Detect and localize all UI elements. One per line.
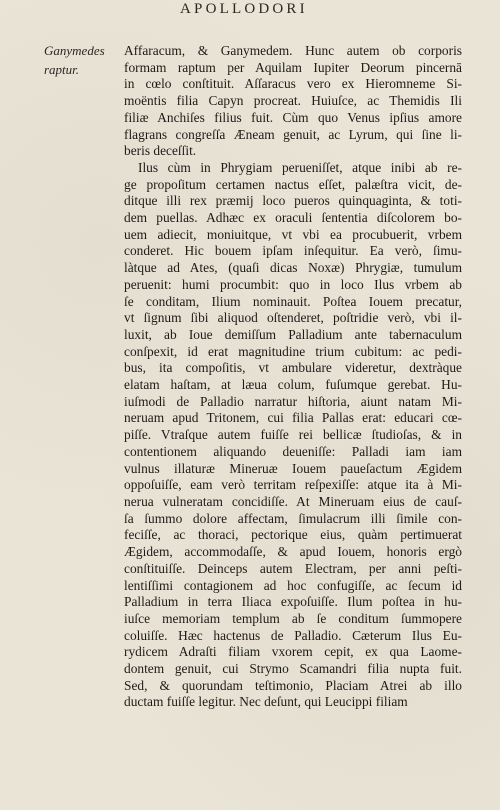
text-line: iuſmodi de Palladio narratur hiſtoria, aiunt natam Mi-	[124, 393, 462, 409]
text-line: feciſſe, ac thoraci, pectorique eius, quàm pertimuerat	[124, 527, 462, 543]
text-line: ge propoſitum certamen nactus eſſet, palæſtra vicit, de-	[124, 176, 462, 192]
text-line: bus, ita compoſitis, vt ambulare videretur, dextràque	[124, 360, 462, 376]
text-line: peruenit: humi procumbit: quo in loco Ilus vrbem ab	[124, 276, 462, 292]
text-line: contentionem aliquando deueniſſe: Palladi iam iam	[124, 443, 462, 459]
text-line: conſpexit, id erat magnitudine trium cubitum: ac pedi-	[124, 343, 462, 359]
text-line: dem puellas. Adhæc ex oraculi ſententia diſcolorem bo-	[124, 210, 462, 226]
text-line: lentiſſimi contagionem ad hoc confugiſſe, ac ſecum id	[124, 577, 462, 593]
text-line: filiæ Anchiſes filius fuit. Cùm quo Venus ipſius amore	[124, 109, 462, 125]
text-line: coluiſſe. Hæc hactenus de Palladio. Cæterum Ilus Eu-	[124, 627, 462, 643]
text-line: flagrans congreſſa Æneam genuit, ac Lyrum, qui ſine li-	[124, 126, 462, 142]
text-line: piſſe. Vtraſque autem fuiſſe rei bellicæ ſtudioſas, & in	[124, 427, 462, 443]
text-line: ſa ſummo dolore affectam, ſimulacrum illi ſimile con-	[124, 510, 462, 526]
text-line: conſtituiſſe. Deinceps autem Electram, per anni peſti-	[124, 560, 462, 576]
margin-note-line: raptur.	[44, 62, 80, 77]
text-line: vulnus illaturæ Mineruæ Iouem paueſactum Ægidem	[124, 460, 462, 476]
text-line: in cœlo conſtituit. Aſſaracus vero ex Hieromneme Si-	[124, 76, 462, 92]
text-line: beris deceſſit.	[124, 143, 197, 159]
text-line: Ægidem, accommodaſſe, & apud Iouem, honoris ergò	[124, 544, 462, 560]
text-line: formam raptum per Aquilam Iupiter Deorum pincernā	[124, 59, 462, 75]
text-line: nerua vulneratam concidiſſe. At Mineruam eius de cauſ-	[124, 493, 462, 509]
text-line: Affaracum, & Ganymedem. Hunc autem ob corporis	[124, 43, 462, 58]
text-line: ditque illi rex præmij loco pueros quinquaginta, & toti-	[124, 193, 462, 209]
text-line: dontem genuit, cui Strymo Scamandri filia nupta fuit.	[124, 661, 462, 677]
text-line: rydicem Adraſti filiam vxorem cepit, ex qua Laome-	[124, 644, 462, 660]
text-line: Palladium in terra Iliaca expoſuiſſe. Ilum poſtea in hu-	[124, 594, 462, 610]
text-line: vt ſignum ſibi aliquod oſtenderet, poſtridie verò, vbi il-	[124, 310, 462, 326]
text-line: ductam fuiſſe legitur. Nec deſunt, qui Leucippi filiam	[124, 694, 408, 710]
text-line: Ilus cùm in Phrygiam perueniſſet, atque inibi ab re-	[138, 159, 462, 175]
text-line: ſe conditam, Ilium nominauit. Poſtea Iouem precatur,	[124, 293, 462, 309]
body-text	[124, 43, 462, 711]
paragraph-2	[124, 160, 462, 711]
text-line: iuſce memoriam templum ab ſe conditum ſummopere	[124, 610, 462, 626]
text-line: làtque ad Ates, (quaſi dicas Noxæ) Phrygiæ, tumulum	[124, 260, 462, 276]
text-line: Sed, & quorundam teſtimonio, Placiam Atrei ab illo	[124, 677, 462, 693]
text-line: moëntis filia Capyn procreat. Huiuſce, ac Themidis Ili	[124, 93, 462, 109]
paragraph-1	[124, 43, 462, 160]
text-line: luxit, ab Ioue demiſſum Palladium ante tabernaculum	[124, 326, 462, 342]
text-line: uem adiecit, moniuitque, vt vbi ea procubuerit, vrbem	[124, 226, 462, 242]
margin-note	[44, 41, 122, 79]
margin-note-line: Ganymedes	[44, 43, 105, 58]
text-line: oppoſuiſſe, eam verò territam reſpexiſſe: atque ita à Mi-	[124, 477, 462, 493]
text-line: neruam apud Tritonem, cui filia Pallas erat: educari cœ-	[124, 410, 462, 426]
running-head: APOLLODORI	[180, 1, 308, 17]
text-line: elatam haſtam, at læua colum, fuſumque gerebat. Hu-	[124, 377, 462, 393]
text-line: conderet. Hic bouem ipſam inſequitur. Ea verò, ſimu-	[124, 243, 462, 259]
